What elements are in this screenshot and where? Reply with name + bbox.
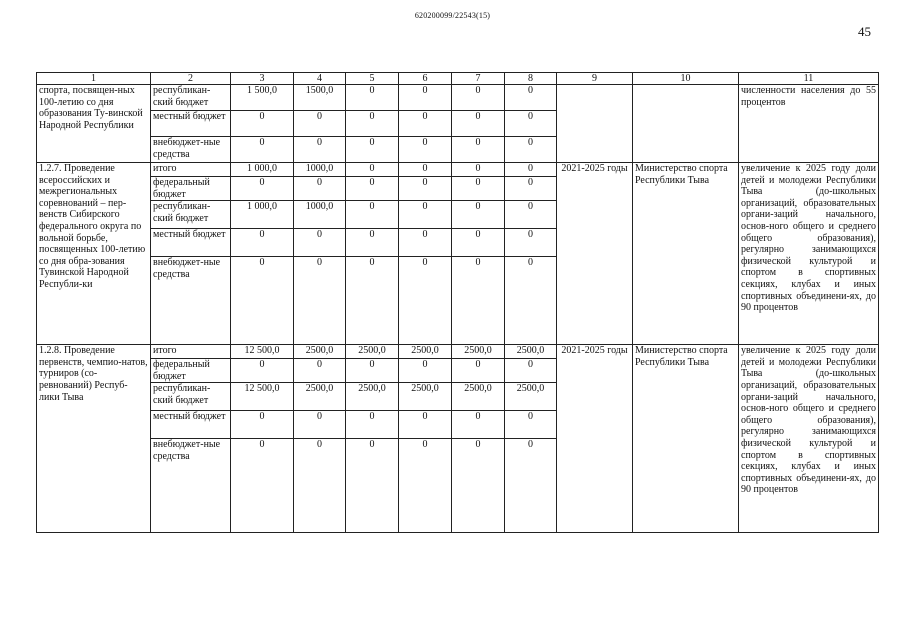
amount-cell: 0 [294,229,346,257]
amount-cell: 0 [452,359,505,383]
amount-cell: 0 [505,111,557,137]
amount-cell: 0 [346,439,399,533]
funding-source-cell: республикан-ский бюджет [151,201,231,229]
amount-cell: 0 [294,137,346,163]
amount-cell: 0 [231,229,294,257]
amount-cell: 0 [231,359,294,383]
amount-cell: 0 [399,137,452,163]
amount-cell: 2500,0 [452,345,505,359]
funding-source-cell: республикан-ский бюджет [151,383,231,411]
document-id: 620200099/22543(15) [414,11,491,20]
period-cell: 2021-2025 годы [557,345,633,533]
header-row [37,73,879,85]
period-cell: 2021-2025 годы [557,163,633,345]
amount-cell: 0 [452,177,505,201]
funding-source-cell: федеральный бюджет [151,359,231,383]
amount-cell: 0 [505,201,557,229]
amount-cell: 0 [399,111,452,137]
funding-source-cell: федеральный бюджет [151,177,231,201]
amount-cell: 1 000,0 [231,201,294,229]
column-header: 5 [346,73,399,85]
amount-cell: 0 [346,411,399,439]
funding-source-cell: местный бюджет [151,411,231,439]
amount-cell: 0 [346,201,399,229]
amount-cell: 0 [346,257,399,345]
amount-cell: 1000,0 [294,163,346,177]
activity-cell: 1.2.7. Проведение всероссийских и межрегиональных соревнований – пер-венств Сибирского федерального округа по вольной борьбе, посвященных 100-летию со дня обра-зования Тувинской Народной Республи-ки [37,163,151,345]
funding-source-cell: местный бюджет [151,229,231,257]
amount-cell: 0 [505,177,557,201]
amount-cell: 0 [346,137,399,163]
amount-cell: 0 [231,257,294,345]
amount-cell: 0 [505,439,557,533]
column-header: 9 [557,73,633,85]
amount-cell: 0 [505,137,557,163]
amount-cell: 2500,0 [294,383,346,411]
funding-source-cell: итого [151,163,231,177]
table-row [37,345,879,359]
column-header: 8 [505,73,557,85]
column-header: 6 [399,73,452,85]
amount-cell: 0 [294,359,346,383]
column-header: 2 [151,73,231,85]
table-row [37,85,879,111]
amount-cell: 0 [399,177,452,201]
amount-cell: 0 [399,439,452,533]
amount-cell: 2500,0 [505,383,557,411]
amount-cell: 0 [231,439,294,533]
column-header: 10 [633,73,739,85]
activity-cell: 1.2.8. Проведение первенств, чемпио-натов, турниров (со-ревнований) Респуб-лики Тыва [37,345,151,533]
amount-cell: 2500,0 [399,345,452,359]
amount-cell: 0 [346,177,399,201]
amount-cell: 0 [231,137,294,163]
amount-cell: 0 [505,257,557,345]
amount-cell: 0 [452,439,505,533]
amount-cell: 0 [294,411,346,439]
amount-cell: 0 [399,257,452,345]
column-header: 4 [294,73,346,85]
amount-cell: 0 [294,439,346,533]
amount-cell: 2500,0 [294,345,346,359]
amount-cell: 0 [399,85,452,111]
funding-source-cell: итого [151,345,231,359]
funding-source-cell: внебюджет-ные средства [151,439,231,533]
funding-source-cell: республикан-ский бюджет [151,85,231,111]
column-header: 11 [739,73,879,85]
amount-cell: 2500,0 [346,345,399,359]
activity-cell: спорта, посвящен-ных 100-летию со дня образования Ту-винской Народной Республики [37,85,151,163]
funding-source-cell: местный бюджет [151,111,231,137]
amount-cell: 2500,0 [505,345,557,359]
amount-cell: 0 [294,177,346,201]
amount-cell: 0 [452,201,505,229]
amount-cell: 0 [505,85,557,111]
amount-cell: 0 [399,163,452,177]
amount-cell: 0 [505,163,557,177]
amount-cell: 2500,0 [399,383,452,411]
amount-cell: 0 [231,111,294,137]
amount-cell: 0 [452,257,505,345]
amount-cell: 0 [452,229,505,257]
executor-cell: Министерство спорта Республики Тыва [633,345,739,533]
result-cell: увеличение к 2025 году доли детей и молодежи Республики Тыва (до-школьных организаций, образовательных органи-заций начального, основ-ного общего и среднего общего образования), регулярно занимающихся физической культурой и спортом в спортивных секциях, клубах и иных спортивных объединени-ях, до 90 процентов [739,163,879,345]
result-cell: численности населения до 55 процентов [739,85,879,163]
amount-cell: 0 [452,85,505,111]
amount-cell: 0 [346,163,399,177]
amount-cell: 0 [294,257,346,345]
column-header: 1 [37,73,151,85]
amount-cell: 0 [346,229,399,257]
amount-cell: 0 [399,229,452,257]
amount-cell: 0 [231,411,294,439]
amount-cell: 2500,0 [346,383,399,411]
amount-cell: 2500,0 [452,383,505,411]
amount-cell: 0 [346,359,399,383]
amount-cell: 12 500,0 [231,345,294,359]
amount-cell: 1 500,0 [231,85,294,111]
amount-cell: 0 [399,201,452,229]
amount-cell: 0 [231,177,294,201]
amount-cell: 0 [452,163,505,177]
amount-cell: 12 500,0 [231,383,294,411]
column-header: 7 [452,73,505,85]
column-header: 3 [231,73,294,85]
amount-cell: 1000,0 [294,201,346,229]
amount-cell: 0 [346,85,399,111]
executor-cell [633,85,739,163]
period-cell [557,85,633,163]
amount-cell: 0 [399,359,452,383]
result-cell: увеличение к 2025 году доли детей и молодежи Республики Тыва (до-школьных организаций, образовательных органи-заций начального, основ-ного общего и среднего общего образования), регулярно занимающихся физической культурой и спортом в спортивных секциях, клубах и иных спортивных объединени-ях, до 90 процентов [739,345,879,533]
table-row [37,163,879,177]
amount-cell: 0 [505,411,557,439]
budget-table [36,72,879,533]
funding-source-cell: внебюджет-ные средства [151,137,231,163]
amount-cell: 1500,0 [294,85,346,111]
page-number: 45 [858,24,871,39]
amount-cell: 0 [505,229,557,257]
amount-cell: 0 [452,137,505,163]
amount-cell: 0 [346,111,399,137]
funding-source-cell: внебюджет-ные средства [151,257,231,345]
amount-cell: 0 [294,111,346,137]
amount-cell: 0 [505,359,557,383]
amount-cell: 0 [452,411,505,439]
executor-cell: Министерство спорта Республики Тыва [633,163,739,345]
amount-cell: 0 [399,411,452,439]
amount-cell: 0 [452,111,505,137]
amount-cell: 1 000,0 [231,163,294,177]
